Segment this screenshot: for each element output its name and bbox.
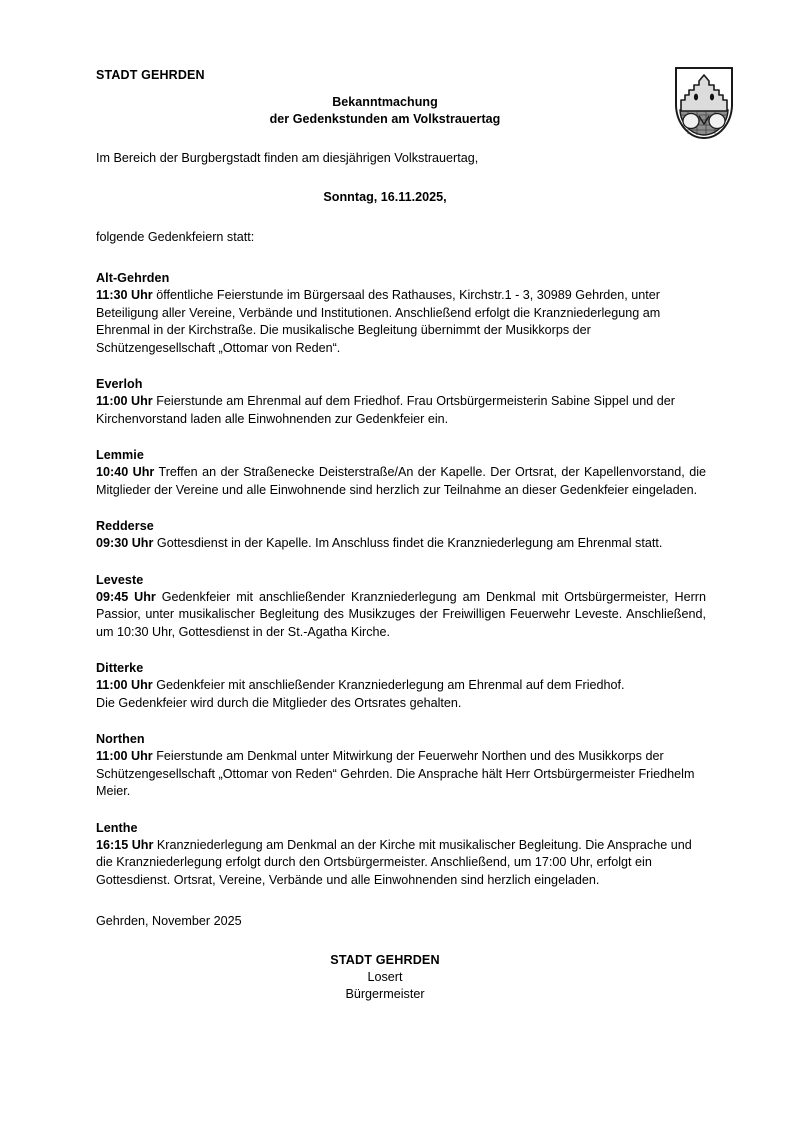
- event-description: [96, 748, 706, 800]
- event-description: [96, 677, 706, 712]
- document-title-line-1: Bekanntmachung: [332, 95, 438, 109]
- event-description-text: Treffen an der Straßenecke Deisterstraße/An der Kapelle. Der Ortsrat, der Kapellenvorstand, die Mitglieder der Vereine und alle Einwohnende sind herzlich zur Teilnahme an dieser Gedenkfeier eingeladen.: [96, 465, 706, 497]
- intro-paragraph: Im Bereich der Burgbergstadt finden am diesjährigen Volkstrauertag,: [96, 151, 479, 165]
- event-location-name: Leveste: [96, 572, 144, 587]
- event-description: [96, 837, 706, 889]
- signature-role: Bürgermeister: [345, 986, 425, 1001]
- gehrden-coat-of-arms-icon: [674, 66, 734, 140]
- event-section: [96, 572, 706, 641]
- event-description: [96, 393, 706, 428]
- intro-paragraph-2: folgende Gedenkfeiern statt:: [96, 229, 255, 244]
- event-description: [96, 535, 706, 552]
- events-list: [96, 270, 706, 889]
- event-description: [96, 589, 706, 641]
- event-location-name: Northen: [96, 732, 145, 747]
- event-section: [96, 518, 706, 553]
- event-time: 10:40 Uhr: [96, 465, 155, 480]
- event-time: 11:00 Uhr: [96, 749, 153, 764]
- signature-organization: STADT GEHRDEN: [330, 953, 440, 968]
- place-and-date: Gehrden, November 2025: [96, 913, 242, 928]
- event-description-text: öffentliche Feierstunde im Bürgersaal des Rathauses, Kirchstr.1 - 3, 30989 Gehrden, unter Beteiligung aller Vereine, Verbände und Institutionen. Anschließend erfolgt die Kranzniederlegung am Ehrenmal in der Kirchstraße. Die musikalische Begleitung übernimmt der Musikkorps der Schützengesellschaft „Ottomar von Reden“.: [96, 288, 661, 355]
- event-time: 11:00 Uhr: [96, 678, 153, 693]
- page-title: [96, 94, 674, 127]
- event-section: [96, 376, 706, 428]
- event-section: [96, 731, 706, 800]
- organization-name: STADT GEHRDEN: [96, 68, 205, 82]
- event-section: [96, 660, 706, 712]
- event-location-name: Everloh: [96, 377, 143, 392]
- event-description-text: Kranzniederlegung am Denkmal an der Kirche mit musikalischer Begleitung. Die Ansprache und die Kranzniederlegung erfolgt durch den Ortsbürgermeister. Anschließend, um 17:00 Uhr, erfolgt ein Gottesdienst. Ortsrat, Vereine, Verbände und alle Einwohnenden sind herzlich eingeladen.: [96, 837, 692, 887]
- document-header: [96, 68, 706, 142]
- event-description-text: Gedenkfeier mit anschließender Kranzniederlegung am Ehrenmal auf dem Friedhof. Die Gedenkfeier wird durch die Mitglieder des Ortsrates gehalten.: [96, 678, 625, 710]
- event-location-name: Lenthe: [96, 820, 138, 835]
- event-date-line: Sonntag, 16.11.2025,: [323, 190, 447, 205]
- event-section: [96, 820, 706, 889]
- event-description-text: Feierstunde am Denkmal unter Mitwirkung der Feuerwehr Northen und des Musikkorps der Schützengesellschaft „Ottomar von Reden“ Gehrden. Die Ansprache hält Herr Ortsbürgermeister Friedhelm Meier.: [96, 749, 695, 799]
- event-description: [96, 464, 706, 499]
- event-location-name: Redderse: [96, 519, 154, 534]
- signature-name: Losert: [367, 969, 403, 984]
- document-title-line-2: der Gedenkstunden am Volkstrauertag: [269, 111, 501, 126]
- event-description-text: Feierstunde am Ehrenmal auf dem Friedhof. Frau Ortsbürgermeisterin Sabine Sippel und der Kirchenvorstand laden alle Einwohnenden zur Gedenkfeier ein.: [96, 394, 675, 426]
- event-time: 11:30 Uhr: [96, 288, 153, 303]
- event-time: 11:00 Uhr: [96, 394, 153, 409]
- event-description-text: Gedenkfeier mit anschließender Kranzniederlegung am Denkmal mit Ortsbürgermeister, Herrn Passior, unter musikalischer Begleitung des Musikzuges der Freiwilligen Feuerwehr Leveste. Anschließend, um 10:30 Uhr, Gottesdienst in der St.-Agatha Kirche.: [96, 589, 706, 639]
- event-description: [96, 287, 706, 357]
- event-section: [96, 270, 706, 357]
- event-location-name: Ditterke: [96, 661, 144, 676]
- event-time: 09:45 Uhr: [96, 589, 156, 604]
- event-location-name: Lemmie: [96, 448, 144, 463]
- event-time: 09:30 Uhr: [96, 536, 154, 551]
- event-time: 16:15 Uhr: [96, 837, 154, 852]
- document-content: [96, 68, 706, 1002]
- event-description-text: Gottesdienst in der Kapelle. Im Anschluss findet die Kranzniederlegung am Ehrenmal statt.: [153, 536, 663, 551]
- signature-block: [96, 952, 674, 1002]
- event-section: [96, 447, 706, 499]
- event-location-name: Alt-Gehrden: [96, 271, 170, 286]
